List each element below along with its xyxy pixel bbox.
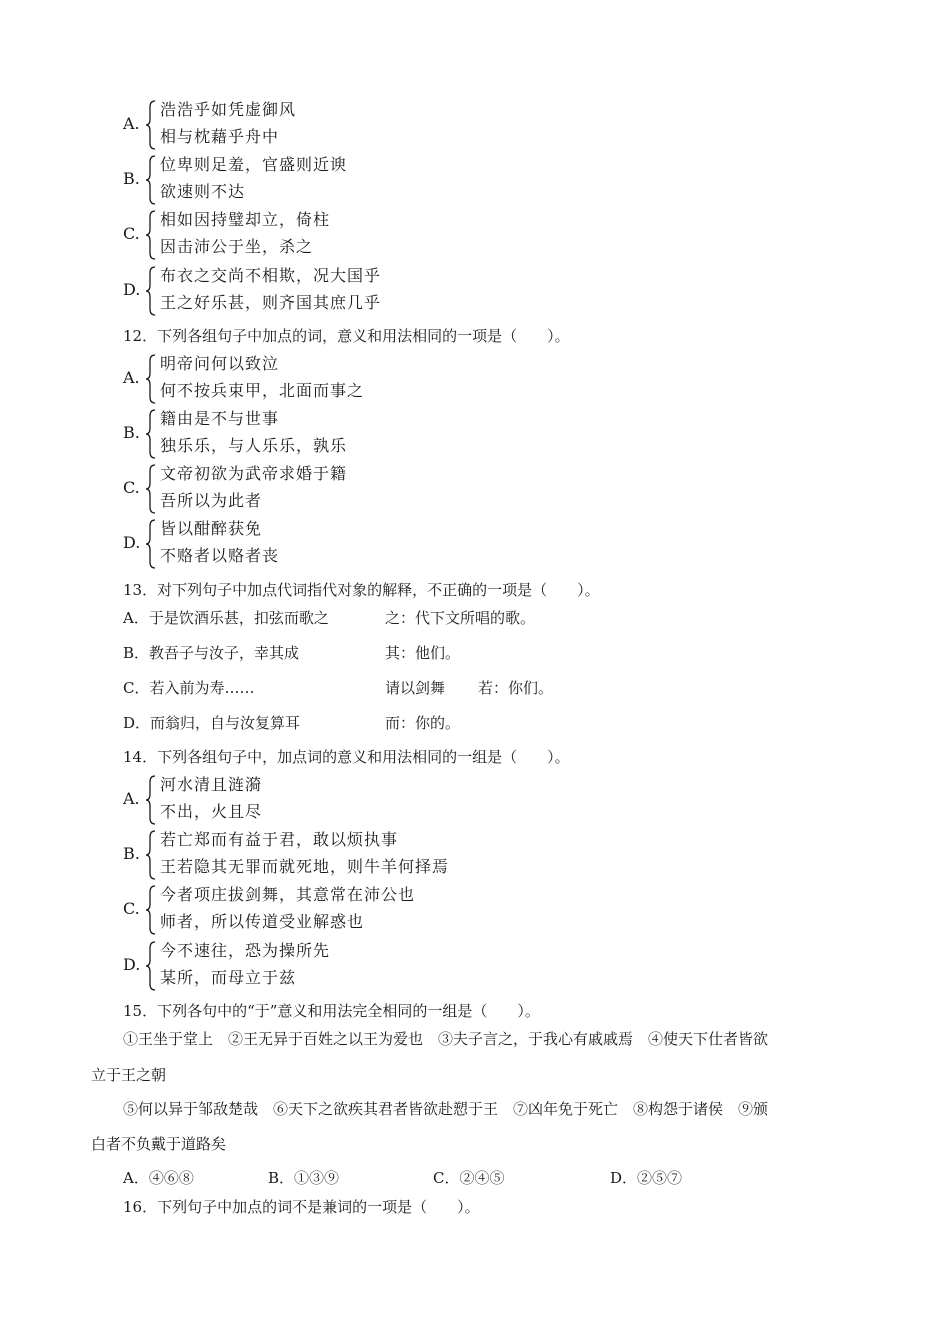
q11-option-d[interactable] [123, 265, 883, 317]
q11-option-c[interactable] [123, 209, 883, 261]
q13-option-c[interactable] [123, 677, 554, 699]
option-label: B. [123, 844, 140, 863]
option-label: A. [123, 789, 140, 808]
brace-icon [145, 463, 157, 515]
option-line-1: 皆以酣醉获免 [160, 519, 263, 538]
q15-sentences-line-2: 立于王之朝 [91, 1066, 167, 1084]
option-label: B. [123, 423, 140, 442]
q13-option-b[interactable] [123, 642, 461, 664]
q12-option-a[interactable] [123, 353, 883, 405]
option-line-1: 相如因持璧却立，倚柱 [160, 210, 331, 229]
question-14-stem: 14．下列各组句子中，加点词的意义和用法相同的一组是（ ）。 [123, 748, 570, 766]
option-label: B. [123, 169, 140, 188]
option-line-2: 不赂者以赂者丧 [160, 546, 280, 565]
q14-option-b[interactable] [123, 829, 883, 881]
option-sentence: B．教吾子与汝子，幸其成 [123, 644, 300, 662]
q14-option-a[interactable] [123, 774, 883, 826]
q14-option-c[interactable] [123, 884, 883, 936]
question-12-stem: 12．下列各组句子中加点的词，意义和用法相同的一项是（ ）。 [123, 327, 570, 345]
option-line-1: 今者项庄拔剑舞，其意常在沛公也 [160, 885, 416, 904]
answer-option-a[interactable]: A．④⑥⑧ [123, 1169, 194, 1187]
option-label: D. [123, 533, 141, 552]
option-line-2: 王之好乐甚，则齐国其庶几乎 [160, 293, 382, 312]
q12-option-c[interactable] [123, 463, 883, 515]
option-sentence: A．于是饮酒乐甚，扣弦而歌之 [123, 609, 329, 627]
option-line-2: 因击沛公于坐，杀之 [160, 237, 314, 256]
question-16-stem: 16．下列句子中加点的词不是兼词的一项是（ ）。 [123, 1198, 480, 1216]
q15-sentences-line-3: ⑤何以异于邹敌楚哉 ⑥天下之欲疾其君者皆欲赴愬于王 ⑦凶年免于死亡 ⑧构怨于诸侯 ⑨颁 [123, 1100, 769, 1118]
option-sentence-cont: 请以剑舞 [385, 679, 446, 697]
q11-option-b[interactable] [123, 154, 883, 206]
option-sentence: D．而翁归，自与汝复算耳 [123, 714, 301, 732]
option-line-1: 浩浩乎如凭虚御风 [160, 100, 297, 119]
brace-icon [145, 265, 157, 317]
option-explanation: 之：代下文所唱的歌。 [385, 609, 536, 627]
answer-option-d[interactable]: D．②⑤⑦ [610, 1169, 683, 1187]
option-line-2: 相与枕藉乎舟中 [160, 127, 280, 146]
option-label: D. [123, 280, 141, 299]
brace-icon [145, 940, 157, 992]
q15-sentences-line-1: ①王坐于堂上 ②王无异于百姓之以王为爱也 ③夫子言之，于我心有戚戚焉 ④使天下仕者皆欲 [123, 1030, 769, 1048]
option-line-2: 欲速则不达 [160, 182, 246, 201]
q13-option-d[interactable] [123, 712, 461, 734]
q12-option-d[interactable] [123, 518, 883, 570]
option-line-2: 吾所以为此者 [160, 491, 263, 510]
option-explanation: 而：你的。 [385, 714, 461, 732]
option-label: D. [123, 955, 141, 974]
brace-icon [145, 408, 157, 460]
brace-icon [145, 209, 157, 261]
brace-icon [145, 518, 157, 570]
q15-answer-options [123, 1167, 723, 1189]
brace-icon [145, 353, 157, 405]
option-line-1: 籍由是不与世事 [160, 409, 280, 428]
question-15-stem: 15．下列各句中的“于”意义和用法完全相同的一组是（ ）。 [123, 1002, 540, 1020]
option-explanation: 若：你们。 [478, 679, 554, 697]
option-line-2: 某所，而母立于兹 [160, 968, 297, 987]
option-line-1: 明帝问何以致泣 [160, 354, 280, 373]
brace-icon [145, 99, 157, 151]
option-line-1: 布衣之交尚不相欺，况大国乎 [160, 266, 382, 285]
q11-option-a[interactable] [123, 99, 883, 151]
option-line-1: 今不速往，恐为操所先 [160, 941, 331, 960]
option-sentence: C．若入前为寿…… [123, 679, 255, 697]
q15-sentences-line-4: 白者不负戴于道路矣 [91, 1135, 227, 1153]
option-line-2: 何不按兵束甲，北面而事之 [160, 381, 365, 400]
brace-icon [145, 829, 157, 881]
option-label: A. [123, 368, 140, 387]
option-line-1: 位卑则足羞，官盛则近谀 [160, 155, 348, 174]
brace-icon [145, 154, 157, 206]
option-line-2: 师者，所以传道受业解惑也 [160, 912, 365, 931]
option-line-2: 王若隐其无罪而就死地，则牛羊何择焉 [160, 857, 450, 876]
answer-option-b[interactable]: B．①③⑨ [268, 1169, 340, 1187]
option-line-2: 不出，火且尽 [160, 802, 263, 821]
q14-option-d[interactable] [123, 940, 883, 992]
brace-icon [145, 884, 157, 936]
option-explanation: 其：他们。 [385, 644, 461, 662]
brace-icon [145, 774, 157, 826]
q12-option-b[interactable] [123, 408, 883, 460]
option-label: A. [123, 114, 140, 133]
option-line-2: 独乐乐，与人乐乐，孰乐 [160, 436, 348, 455]
q13-option-a[interactable] [123, 607, 536, 629]
question-13-stem: 13．对下列句子中加点代词指代对象的解释，不正确的一项是（ ）。 [123, 581, 600, 599]
answer-option-c[interactable]: C．②④⑤ [433, 1169, 505, 1187]
option-label: C. [123, 899, 140, 918]
option-line-1: 河水清且涟漪 [160, 775, 263, 794]
option-line-1: 文帝初欲为武帝求婚于籍 [160, 464, 348, 483]
option-line-1: 若亡郑而有益于君，敢以烦执事 [160, 830, 399, 849]
option-label: C. [123, 224, 140, 243]
option-label: C. [123, 478, 140, 497]
